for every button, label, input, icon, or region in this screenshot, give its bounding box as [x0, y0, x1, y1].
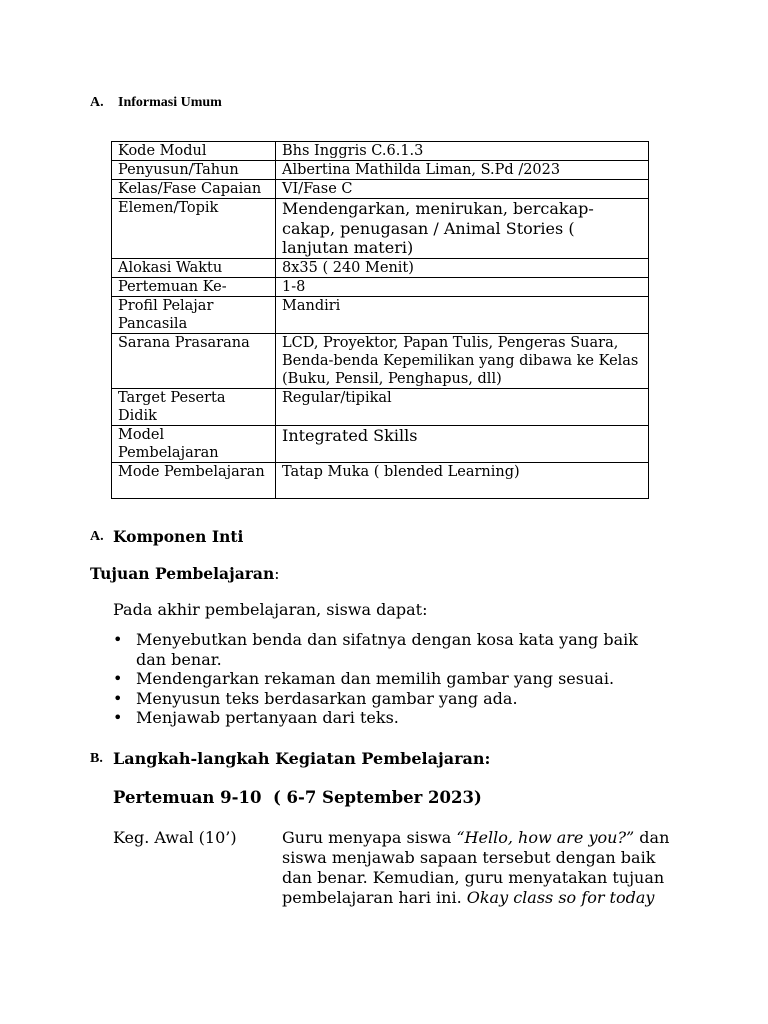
- bullet: •: [113, 688, 123, 708]
- table-key: Sarana Prasarana: [112, 333, 276, 388]
- table-key: Target Peserta Didik: [112, 388, 276, 425]
- section-title-informasi-umum: Informasi Umum: [118, 95, 222, 110]
- section-letter: B.: [90, 751, 103, 766]
- list-item: [113, 689, 673, 709]
- table-value: Bhs Inggris C.6.1.3: [276, 142, 649, 161]
- table-row: [112, 277, 649, 296]
- table-row: [112, 425, 649, 462]
- table-value: Regular/tipikal: [276, 388, 649, 425]
- table-row: [112, 142, 649, 161]
- table-value: Integrated Skills: [276, 425, 649, 462]
- activity-text: [282, 828, 682, 908]
- table-value: Albertina Mathilda Liman, S.Pd /2023: [276, 161, 649, 180]
- tujuan-heading: [90, 564, 279, 583]
- table-key: Penyusun/Tahun: [112, 161, 276, 180]
- activity-text-1: Guru menyapa siswa: [282, 828, 457, 847]
- section-title-langkah: Langkah-langkah Kegiatan Pembelajaran:: [113, 749, 491, 768]
- activity-italic-end: Okay class so for today: [466, 888, 655, 907]
- objective-text: Menyusun teks berdasarkan gambar yang ada.: [136, 688, 518, 708]
- table-value: 8x35 ( 240 Menit): [276, 258, 649, 277]
- table-value: Mandiri: [276, 296, 649, 333]
- tujuan-label: Tujuan Pembelajaran: [90, 564, 275, 583]
- section-letter: A.: [90, 95, 104, 110]
- table-row: [112, 462, 649, 498]
- activity-label: Keg. Awal (10’): [113, 828, 237, 847]
- list-item: [113, 708, 673, 728]
- activity-quote: “Hello, how are you?”: [456, 828, 635, 847]
- table-key: Mode Pembelajaran: [112, 462, 276, 498]
- table-row: [112, 333, 649, 388]
- table-key: Pertemuan Ke-: [112, 277, 276, 296]
- table-key: Kode Modul: [112, 142, 276, 161]
- objectives-list: [113, 630, 673, 728]
- bullet: •: [113, 630, 123, 649]
- section-letter: A.: [90, 529, 104, 544]
- table-key: Kelas/Fase Capaian: [112, 180, 276, 199]
- activity-text-2: dan siswa menjawab sapaan tersebut dengan baik dan benar. Kemudian, guru menyatakan tujuan pembelajaran hari ini.: [282, 828, 670, 907]
- objective-text: Mendengarkan rekaman dan memilih gambar yang sesuai.: [136, 669, 615, 688]
- bullet: •: [113, 708, 123, 727]
- table-row: [112, 199, 649, 259]
- list-item: [113, 669, 673, 689]
- table-key: Alokasi Waktu: [112, 258, 276, 277]
- intro-text: Pada akhir pembelajaran, siswa dapat:: [113, 600, 428, 619]
- table-value: Tatap Muka ( blended Learning): [276, 462, 649, 498]
- tujuan-colon: :: [274, 565, 280, 583]
- table-value: 1-8: [276, 277, 649, 296]
- table-key: Model Pembelajaran: [112, 425, 276, 462]
- objective-text: Menyebutkan benda dan sifatnya dengan kosa kata yang baik dan benar.: [136, 630, 638, 669]
- table-value: LCD, Proyektor, Papan Tulis, Pengeras Suara, Benda-benda Kepemilikan yang dibawa ke Kelas (Buku, Pensil, Penghapus, dll): [276, 333, 649, 388]
- info-table: [111, 141, 649, 499]
- table-row: [112, 258, 649, 277]
- list-item: [113, 630, 673, 669]
- table-row: [112, 161, 649, 180]
- table-value: VI/Fase C: [276, 180, 649, 199]
- table-row: [112, 296, 649, 333]
- table-value: Mendengarkan, menirukan, bercakap-cakap, penugasan / Animal Stories ( lanjutan materi): [276, 199, 649, 259]
- table-row: [112, 388, 649, 425]
- section-title-komponen-inti: Komponen Inti: [113, 527, 244, 546]
- table-row: [112, 180, 649, 199]
- table-key: Elemen/Topik: [112, 199, 276, 259]
- bullet: •: [113, 669, 123, 688]
- table-key: Profil Pelajar Pancasila: [112, 296, 276, 333]
- objective-text: Menjawab pertanyaan dari teks.: [136, 708, 399, 727]
- meeting-title: Pertemuan 9-10 ( 6-7 September 2023): [113, 788, 482, 807]
